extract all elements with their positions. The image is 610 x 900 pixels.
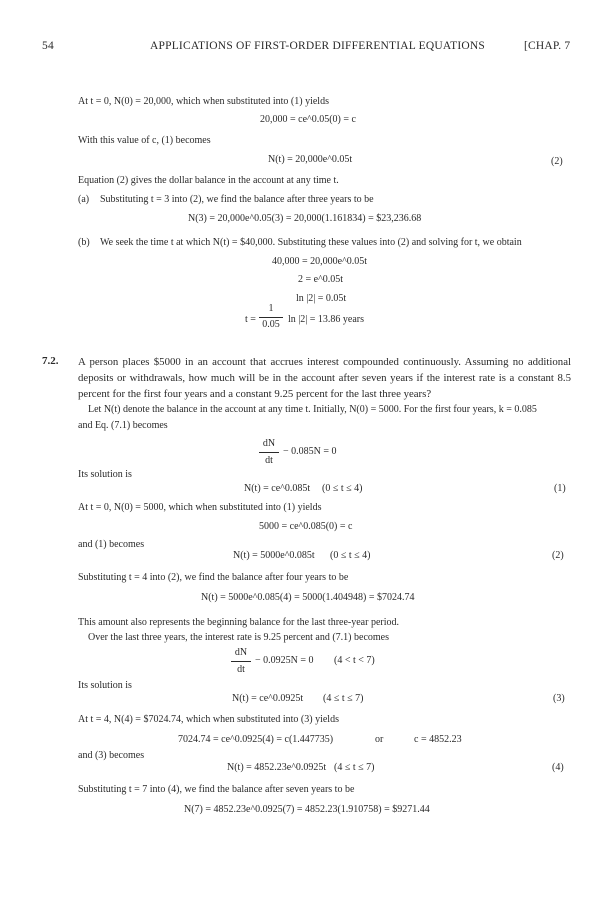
text-line: With this value of c, (1) becomes	[78, 135, 211, 146]
equation-number: (2)	[552, 550, 564, 561]
fraction-bar	[259, 452, 279, 453]
equation: N(7) = 4852.23e^0.0925(7) = 4852.23(1.910758) = $9271.44	[184, 804, 430, 815]
text-line: Let N(t) denote the balance in the account at any time t. Initially, N(0) = 5000. For the first four years, k = 0.085	[88, 404, 537, 415]
equation: 20,000 = ce^0.05(0) = c	[260, 114, 356, 125]
text-line: This amount also represents the beginning balance for the last three-year period.	[78, 617, 399, 628]
equation: N(t) = 5000e^0.085(4) = 5000(1.404948) = $7024.74	[201, 592, 415, 603]
fraction-denominator: 0.05	[262, 319, 280, 330]
text-line: and Eq. (7.1) becomes	[78, 420, 168, 431]
text-line: At t = 0, N(0) = 20,000, which when substituted into (1) yields	[78, 96, 329, 107]
problem-statement: A person places $5000 in an account that accrues interest compounded continuously. Assuming no additional deposits or withdrawals, how much will be in the account after seven years if the interest rate is a constant 8.5 percent for the first four years and a constant 9.25 percent for the last three years?	[78, 356, 571, 400]
text-line: Substituting t = 3 into (2), we find the balance after three years to be	[100, 194, 374, 205]
equation-condition: (4 ≤ t ≤ 7)	[334, 762, 375, 773]
equation: − 0.0925N = 0	[255, 655, 314, 666]
equation: 5000 = ce^0.085(0) = c	[259, 521, 353, 532]
equation: N(t) = ce^0.085t	[244, 483, 311, 494]
equation-condition: (0 ≤ t ≤ 4)	[322, 483, 363, 494]
equation: c = 4852.23	[414, 734, 462, 745]
text-line: and (1) becomes	[78, 539, 145, 550]
equation-condition: (4 < t < 7)	[334, 655, 375, 666]
equation: t =	[245, 314, 256, 325]
chapter-label: [CHAP. 7	[524, 40, 571, 52]
running-title: APPLICATIONS OF FIRST-ORDER DIFFERENTIAL EQUATIONS	[150, 40, 486, 52]
equation-number: (2)	[551, 156, 563, 167]
equation-condition: (0 ≤ t ≤ 4)	[330, 550, 371, 561]
equation: 40,000 = 20,000e^0.05t	[272, 256, 368, 267]
text-line: Equation (2) gives the dollar balance in the account at any time t.	[78, 175, 339, 186]
fraction-numerator: dN	[234, 647, 248, 658]
equation: 2 = e^0.05t	[298, 274, 344, 285]
equation: N(t) = ce^0.0925t	[232, 693, 304, 704]
equation-connector: or	[375, 734, 384, 745]
equation-number: (1)	[554, 483, 566, 494]
equation-number: (3)	[553, 693, 565, 704]
fraction-bar	[259, 317, 283, 318]
equation: N(t) = 20,000e^0.05t	[268, 154, 353, 165]
text-line: Its solution is	[78, 469, 132, 480]
equation: N(t) = 5000e^0.085t	[233, 550, 315, 561]
equation-number: (4)	[552, 762, 564, 773]
fraction-denominator: dt	[237, 664, 245, 675]
text-line: Substituting t = 4 into (2), we find the balance after four years to be	[78, 572, 349, 583]
equation-condition: (4 ≤ t ≤ 7)	[323, 693, 364, 704]
part-label: (a)	[78, 194, 90, 205]
text-line: We seek the time t at which N(t) = $40,000. Substituting these values into (2) and solving for t, we obtain	[100, 237, 522, 248]
fraction-numerator: 1	[268, 303, 274, 314]
equation: 7024.74 = ce^0.0925(4) = c(1.447735)	[178, 734, 334, 745]
part-label: (b)	[78, 237, 90, 248]
text-line: Over the last three years, the interest rate is 9.25 percent and (7.1) becomes	[88, 632, 389, 643]
fraction-denominator: dt	[265, 455, 273, 466]
equation: ln |2| = 13.86 years	[288, 314, 365, 325]
text-line: At t = 4, N(4) = $7024.74, which when substituted into (3) yields	[78, 714, 339, 725]
text-line: and (3) becomes	[78, 750, 145, 761]
problem-number: 7.2.	[42, 355, 59, 367]
fraction-numerator: dN	[262, 438, 276, 449]
fraction-bar	[231, 661, 251, 662]
equation: N(t) = 4852.23e^0.0925t	[227, 762, 327, 773]
text-line: Its solution is	[78, 680, 132, 691]
equation: ln |2| = 0.05t	[296, 293, 347, 304]
text-line: At t = 0, N(0) = 5000, which when substituted into (1) yields	[78, 502, 322, 513]
equation: N(3) = 20,000e^0.05(3) = 20,000(1.161834) = $23,236.68	[188, 213, 422, 224]
text-line: Substituting t = 7 into (4), we find the balance after seven years to be	[78, 784, 355, 795]
page-number: 54	[42, 40, 54, 52]
equation: − 0.085N = 0	[283, 446, 337, 457]
